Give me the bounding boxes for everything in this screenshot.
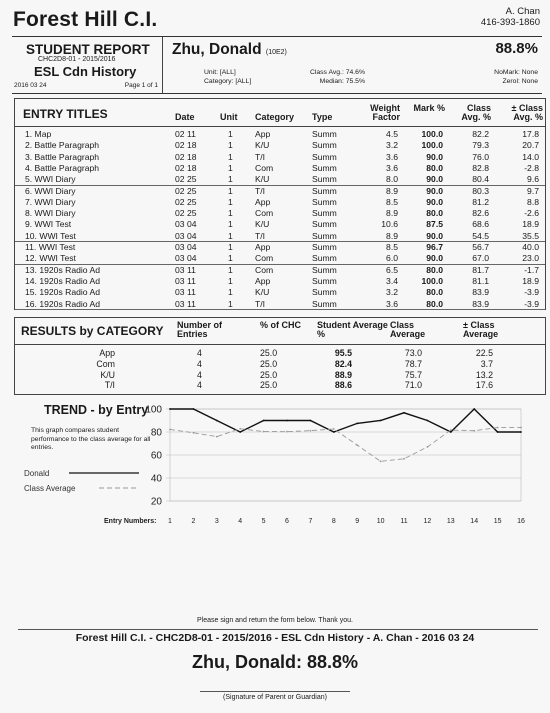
trend-title: TREND - by Entry	[44, 403, 149, 417]
category-row	[15, 359, 545, 370]
entry-cell: 02 25	[175, 174, 197, 185]
entry-cell: Summ	[312, 242, 337, 252]
entry-cell: 1	[228, 196, 233, 207]
table-row	[15, 152, 545, 163]
teacher-phone: 416-393-1860	[480, 17, 540, 28]
data-point	[473, 430, 475, 432]
category-cell: 13.2	[475, 369, 493, 380]
category-cell: 78.7	[404, 358, 422, 369]
entry-cell: 1	[228, 174, 233, 185]
entry-cell: 8.9	[386, 185, 398, 196]
category-cell: K/U	[100, 369, 115, 380]
entry-cell: 1	[228, 287, 233, 298]
signature-line	[200, 691, 350, 692]
category-cell: 25.0	[260, 348, 278, 358]
x-tick-label: 6	[285, 518, 289, 525]
class-average: Class Avg.: 74.6%	[309, 69, 365, 76]
entry-cell: -1.7	[524, 264, 539, 275]
entry-cell: 18.9	[522, 219, 539, 230]
entry-cell: 1	[228, 242, 233, 252]
data-point	[497, 431, 499, 433]
entry-cell: 03 11	[175, 275, 196, 286]
entry-cell: 1	[228, 253, 233, 264]
entry-cell: 87.5	[426, 219, 443, 230]
entry-cell: 35.5	[522, 230, 539, 241]
table-row	[15, 197, 545, 208]
entry-cell: 90.0	[426, 174, 443, 185]
class-stats	[295, 69, 365, 86]
course-code: CHC2D8-01 - 2015/2016	[38, 56, 116, 63]
teacher-info	[481, 6, 540, 28]
footer-divider	[18, 629, 538, 630]
entry-cell: 3.4	[386, 275, 398, 286]
entry-cell: Com	[255, 208, 274, 219]
table-row	[15, 219, 545, 230]
entry-cell: 02 25	[175, 196, 197, 207]
entry-cell: Summ	[312, 129, 337, 139]
table-row	[15, 276, 545, 287]
entry-cell: 80.4	[472, 174, 489, 185]
data-point	[450, 431, 452, 433]
entry-cell: 40.0	[522, 242, 539, 252]
entry-cell: -3.9	[524, 298, 539, 309]
entry-cell: 02 25	[175, 185, 197, 196]
category-section	[14, 317, 546, 395]
entry-title: 14. 1920s Radio Ad	[25, 275, 101, 286]
entry-cell: 79.3	[472, 140, 489, 151]
entry-cell: 68.6	[472, 219, 489, 230]
data-point	[239, 428, 241, 430]
data-point	[333, 428, 335, 430]
class-median: Median: 75.5%	[319, 77, 365, 85]
x-tick-label: 2	[191, 518, 196, 525]
data-point	[380, 420, 382, 422]
school-name: Forest Hill C.I.	[13, 8, 158, 31]
row-rule	[15, 309, 545, 310]
entry-cell: 02 11	[175, 129, 196, 139]
entry-cell: 3.6	[386, 151, 398, 162]
category-col-header: Student Average %	[317, 320, 388, 339]
x-tick-label: 4	[238, 518, 243, 525]
unit-filter: Unit: [ALL]	[204, 69, 236, 76]
entry-cell: 1	[228, 140, 233, 151]
category-col-header: Number of Entries	[177, 320, 222, 339]
category-filter: Category: [ALL]	[204, 77, 252, 85]
entry-title: 3. Battle Paragraph	[25, 151, 100, 162]
x-tick-label: 16	[517, 518, 525, 525]
category-cell: 88.9	[334, 369, 352, 380]
mark-flags	[494, 69, 538, 86]
entries-col-header: ± Class Avg. %	[511, 103, 543, 122]
category-col-header: ± Class Average	[463, 320, 499, 339]
y-tick-label: 20	[150, 496, 162, 508]
entries-col-header: Mark %	[413, 103, 445, 113]
data-point	[310, 430, 312, 432]
entries-col-header: Type	[312, 112, 333, 122]
page-number: Page 1 of 1	[124, 82, 158, 89]
x-tick-label: 14	[470, 518, 479, 525]
table-row	[15, 242, 545, 253]
entry-cell: 82.6	[472, 208, 489, 219]
data-point	[286, 420, 288, 422]
entry-cell: 81.7	[472, 264, 489, 275]
entry-cell: 20.7	[522, 140, 539, 151]
entry-cell: 8.5	[386, 242, 398, 252]
entry-cell: K/U	[255, 219, 270, 230]
entry-cell: T/I	[255, 298, 266, 309]
data-point	[356, 422, 358, 424]
category-cell: 3.7	[480, 358, 493, 369]
table-row	[15, 163, 545, 174]
series-line	[170, 409, 521, 432]
entry-cell: 1	[228, 219, 233, 230]
category-cell: 75.7	[404, 369, 422, 380]
entry-title: 12. WWI Test	[25, 253, 76, 264]
category-cell: 25.0	[260, 369, 278, 380]
category-cell: 22.5	[475, 348, 493, 358]
entry-cell: 1	[228, 185, 233, 196]
data-point	[403, 458, 405, 460]
entries-section	[14, 98, 546, 310]
y-tick-label: 60	[150, 450, 162, 462]
entry-cell: 02 18	[175, 162, 197, 173]
entry-cell: 76.0	[472, 151, 489, 162]
entry-cell: 03 11	[175, 298, 196, 309]
entry-cell: T/I	[255, 230, 266, 241]
data-point	[473, 408, 475, 410]
data-point	[497, 427, 499, 429]
x-tick-label: 11	[400, 518, 408, 525]
x-tick-label: 1	[168, 518, 172, 525]
course-name: ESL Cdn History	[34, 64, 137, 79]
entry-cell: 90.0	[426, 230, 443, 241]
x-tick-label: 10	[376, 518, 385, 525]
entry-cell: 8.9	[386, 230, 398, 241]
entries-col-header: Unit	[220, 112, 238, 122]
entry-cell: 18.9	[522, 275, 539, 286]
data-point	[310, 420, 312, 422]
entry-cell: 02 18	[175, 151, 197, 162]
entry-cell: 03 04	[175, 242, 197, 252]
report-title-block	[12, 37, 163, 93]
x-tick-label: 5	[261, 518, 266, 525]
category-header-rule	[15, 344, 545, 345]
category-cell: 4	[197, 348, 202, 358]
x-tick-label: 13	[446, 518, 455, 525]
entry-cell: App	[255, 129, 271, 139]
entry-cell: 10.6	[381, 219, 398, 230]
entry-title: 6. WWI Diary	[25, 185, 76, 196]
entry-cell: 80.0	[426, 162, 443, 173]
category-heading: RESULTS by CATEGORY	[21, 324, 164, 338]
data-point	[333, 431, 335, 433]
trend-section	[14, 400, 544, 530]
entry-cell: 6.0	[386, 253, 398, 264]
entry-cell: Summ	[312, 162, 337, 173]
category-cell: 4	[197, 380, 202, 391]
data-point	[169, 408, 171, 410]
entry-cell: 1	[228, 275, 233, 286]
entry-cell: -2.8	[524, 162, 539, 173]
entry-cell: 3.2	[386, 140, 398, 151]
entry-cell: App	[255, 242, 271, 252]
entry-cell: 02 25	[175, 208, 197, 219]
category-cell: 4	[197, 358, 202, 369]
entry-cell: 9.6	[527, 174, 539, 185]
entry-title: 7. WWI Diary	[25, 196, 76, 207]
entry-cell: 1	[228, 151, 233, 162]
entry-cell: 80.0	[426, 287, 443, 298]
entry-cell: 90.0	[426, 196, 443, 207]
category-cell: 4	[197, 369, 202, 380]
entry-title: 9. WWI Test	[25, 219, 72, 230]
entry-cell: Summ	[312, 196, 337, 207]
entry-cell: 8.8	[527, 196, 539, 207]
entry-cell: 67.0	[472, 253, 489, 264]
data-point	[427, 446, 429, 448]
legend-label: Class Average	[24, 484, 76, 493]
entry-title: 8. WWI Diary	[25, 208, 76, 219]
entry-cell: 03 04	[175, 230, 197, 241]
x-tick-label: 8	[331, 518, 336, 525]
entry-cell: 23.0	[522, 253, 539, 264]
student-class: (10E2)	[265, 49, 287, 56]
entry-cell: Summ	[312, 208, 337, 219]
data-point	[193, 408, 195, 410]
entry-cell: 3.6	[386, 162, 398, 173]
category-row	[15, 380, 545, 391]
entry-cell: 1	[228, 230, 233, 241]
table-row	[15, 208, 545, 219]
entry-cell: App	[255, 196, 271, 207]
entry-cell: Summ	[312, 298, 337, 309]
entry-cell: 6.5	[386, 264, 398, 275]
data-point	[193, 432, 195, 434]
data-point	[216, 436, 218, 438]
entry-cell: 02 18	[175, 140, 197, 151]
entry-cell: 100.0	[421, 140, 443, 151]
data-point	[520, 431, 522, 433]
entries-col-header: Class Avg. %	[461, 103, 491, 122]
category-cell: Com	[96, 358, 115, 369]
entry-cell: 1	[228, 264, 233, 275]
legend-label: Donald	[24, 469, 50, 478]
table-row	[15, 265, 545, 276]
x-tick-label: 15	[493, 518, 502, 525]
entry-cell: -2.6	[524, 208, 539, 219]
entry-cell: 100.0	[421, 275, 443, 286]
entry-title: 11. WWI Test	[25, 242, 76, 252]
entry-cell: 1	[228, 298, 233, 309]
entry-cell: 03 04	[175, 253, 197, 264]
entry-cell: 81.1	[472, 275, 489, 286]
series-line	[170, 428, 521, 462]
entry-title: 4. Battle Paragraph	[25, 162, 100, 173]
entry-cell: 3.6	[386, 298, 398, 309]
student-name: Zhu, Donald	[172, 41, 262, 58]
student-name-block	[172, 41, 287, 59]
category-cell: 71.0	[404, 380, 422, 391]
entry-cell: K/U	[255, 287, 270, 298]
category-cell: 17.6	[475, 380, 493, 391]
entry-cell: Com	[255, 264, 274, 275]
entry-cell: 3.2	[386, 287, 398, 298]
entry-cell: Summ	[312, 287, 337, 298]
category-cell: 73.0	[404, 348, 422, 358]
entry-cell: Summ	[312, 151, 337, 162]
entries-header-rule	[15, 126, 545, 127]
entry-cell: 90.0	[426, 253, 443, 264]
category-cell: 82.4	[334, 358, 352, 369]
trend-description: This graph compares student performance to the class average for all entries.	[31, 427, 151, 451]
entry-cell: 80.0	[426, 298, 443, 309]
entry-cell: 1	[228, 162, 233, 173]
table-row	[15, 287, 545, 298]
entry-cell: 03 11	[175, 264, 196, 275]
entry-title: 16. 1920s Radio Ad	[25, 298, 101, 309]
data-point	[239, 431, 241, 433]
entry-cell: K/U	[255, 174, 270, 185]
entry-cell: 83.9	[472, 287, 489, 298]
report-date: 2016 03 24	[14, 82, 47, 89]
category-cell: 25.0	[260, 380, 278, 391]
entry-cell: 81.2	[472, 196, 489, 207]
y-tick-label: 100	[145, 404, 162, 416]
y-tick-label: 80	[150, 427, 162, 439]
category-col-header: Class Average	[390, 320, 426, 339]
table-row	[15, 186, 545, 197]
report-title: STUDENT REPORT	[26, 42, 150, 57]
entry-cell: 90.0	[426, 151, 443, 162]
entry-cell: 17.8	[522, 129, 539, 139]
teacher-name: A. Chan	[505, 6, 540, 17]
entry-cell: Summ	[312, 275, 337, 286]
entry-title: 13. 1920s Radio Ad	[25, 264, 101, 275]
filter-info	[204, 69, 251, 86]
overall-average: 88.8%	[495, 40, 538, 57]
entry-cell: 14.0	[522, 151, 539, 162]
zerol-flag: Zerol: None	[502, 77, 538, 85]
entry-cell: 82.2	[472, 129, 489, 139]
category-col-header: % of CHC	[260, 320, 301, 330]
signature-caption: (Signature of Parent or Guardian)	[223, 694, 327, 701]
entries-heading: ENTRY TITLES	[23, 107, 108, 121]
entry-cell: 56.7	[472, 242, 489, 252]
entry-title: 15. 1920s Radio Ad	[25, 287, 101, 298]
entry-cell: 80.0	[426, 264, 443, 275]
entry-cell: T/I	[255, 185, 266, 196]
table-row	[15, 129, 545, 140]
entry-title: 1. Map	[25, 129, 52, 139]
entry-cell: Summ	[312, 253, 337, 264]
entry-cell: 8.5	[386, 196, 398, 207]
data-point	[169, 429, 171, 431]
entry-cell: Summ	[312, 140, 337, 151]
entries-col-header: Date	[175, 112, 195, 122]
category-cell: 95.5	[334, 348, 352, 358]
entry-cell: K/U	[255, 140, 270, 151]
entry-cell: Summ	[312, 174, 337, 185]
entry-cell: Com	[255, 253, 274, 264]
footer-summary: Zhu, Donald: 88.8%	[191, 652, 359, 672]
entry-cell: 4.5	[386, 129, 398, 139]
data-point	[520, 427, 522, 429]
entry-cell: App	[255, 275, 271, 286]
entry-title: 2. Battle Paragraph	[25, 140, 100, 151]
data-point	[356, 444, 358, 446]
data-point	[450, 429, 452, 431]
entry-cell: 83.9	[472, 298, 489, 309]
category-row	[15, 370, 545, 381]
entry-cell: 8.9	[386, 208, 398, 219]
category-cell: 88.6	[334, 380, 352, 391]
entry-cell: 96.7	[426, 242, 443, 252]
nomark-flag: NoMark: None	[494, 69, 538, 76]
footer-line: Forest Hill C.I. - CHC2D8-01 - 2015/2016 - ESL Cdn History - A. Chan - 2016 03 24	[75, 632, 475, 644]
x-tick-label: 3	[214, 518, 219, 525]
y-tick-label: 40	[150, 473, 162, 485]
table-row	[15, 140, 545, 151]
entries-col-header: Category	[255, 112, 295, 122]
category-cell: T/I	[104, 380, 115, 391]
data-point	[286, 431, 288, 433]
entry-cell: Summ	[312, 264, 337, 275]
category-cell: 25.0	[260, 358, 278, 369]
category-cell: App	[99, 348, 115, 358]
entry-cell: 03 11	[175, 287, 196, 298]
data-point	[216, 420, 218, 422]
entry-cell: -3.9	[524, 287, 539, 298]
entry-title: 5. WWI Diary	[25, 174, 76, 185]
entry-cell: Summ	[312, 185, 337, 196]
entry-cell: Summ	[312, 219, 337, 230]
data-point	[427, 420, 429, 422]
x-tick-label: 9	[355, 518, 360, 525]
entry-cell: 90.0	[426, 185, 443, 196]
data-point	[380, 460, 382, 462]
data-point	[263, 420, 265, 422]
report-header	[12, 36, 542, 94]
footer-note: Please sign and return the form below. Thank you.	[197, 617, 353, 624]
entry-cell: 1	[228, 208, 233, 219]
entry-cell: Summ	[312, 230, 337, 241]
entry-cell: 82.8	[472, 162, 489, 173]
entry-cell: 8.0	[386, 174, 398, 185]
entry-cell: 80.3	[472, 185, 489, 196]
data-point	[403, 412, 405, 414]
entry-cell: 80.0	[426, 208, 443, 219]
entry-cell: 9.7	[527, 185, 539, 196]
entry-cell: 03 04	[175, 219, 197, 230]
entry-cell: 54.5	[472, 230, 489, 241]
entry-cell: T/I	[255, 151, 266, 162]
entry-cell: 100.0	[421, 129, 443, 139]
data-point	[263, 431, 265, 433]
entry-cell: Com	[255, 162, 274, 173]
category-row	[15, 348, 545, 359]
x-axis-label: Entry Numbers:	[104, 518, 157, 525]
trend-chart	[14, 400, 544, 530]
x-tick-label: 7	[308, 518, 313, 525]
x-tick-label: 12	[423, 518, 432, 525]
entries-col-header: Weight Factor	[370, 103, 400, 122]
entry-title: 10. WWI Test	[25, 230, 76, 241]
entry-cell: 1	[228, 129, 233, 139]
